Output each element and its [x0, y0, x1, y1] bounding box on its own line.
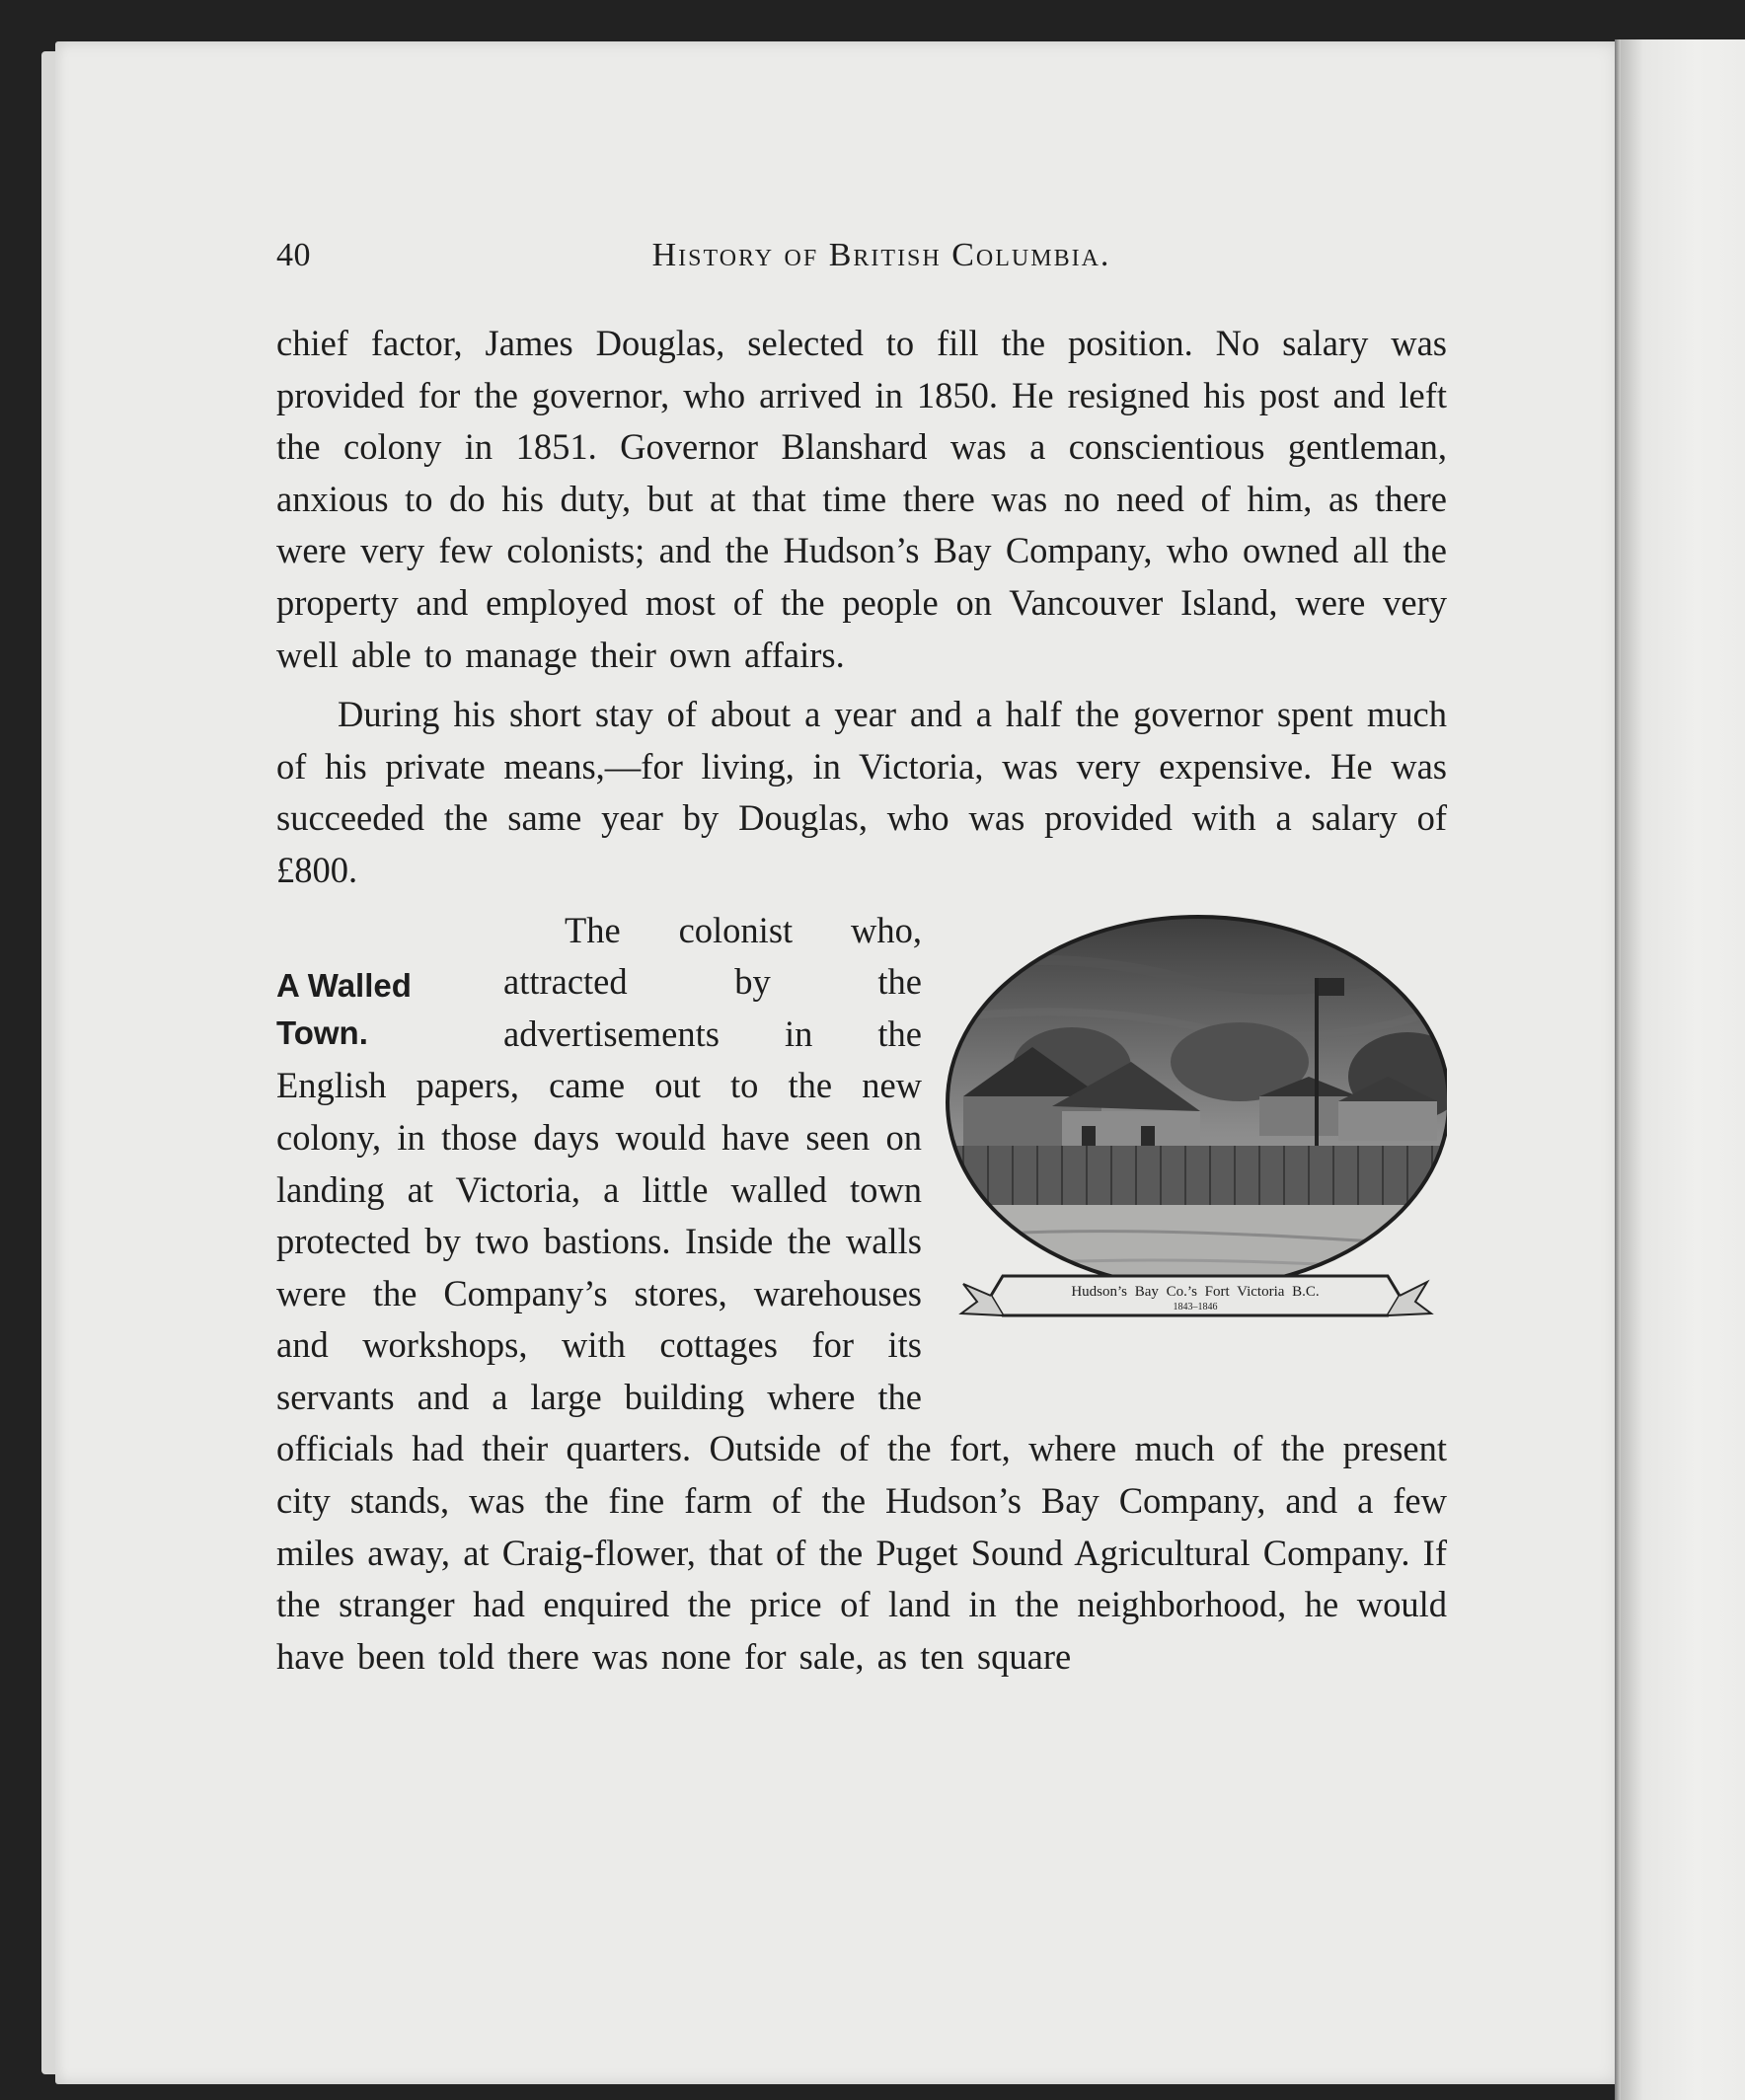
paragraph-3: The colonist who, attracted by the advertisements in the English papers, came out to the new colony, in those days would have seen on landing at Victoria, a little walled town protected by two bastions. Inside the walls were the Company’s stores, warehouses and workshops, with cottages for its servants and a large building where the officials had their quarters. Outside of the fort, where much of the present city stands, was the fine farm of the Hudson’s Bay Company, and a few miles away, at Craig-flower, that of the Puget Sound Agricultural Company. If the stranger had enquired the price of land in the neighborhood, he would have been told there was none for sale, as ten square	[276, 909, 1447, 1677]
margin-sidenote: A Walled Town.	[276, 966, 412, 1051]
page-body	[276, 318, 1447, 1683]
fort-victoria-illustration	[944, 909, 1447, 1369]
page-number: 40	[276, 237, 311, 273]
running-title: History of British Columbia.	[651, 237, 1111, 273]
fort-engraving-svg	[944, 909, 1447, 1369]
paragraph-1: chief factor, James Douglas, selected to fill the position. No salary was provided for the governor, who arrived in 1850. He resigned his post and left the colony in 1851. Governor Blanshard was a conscientious gentleman, anxious to do his duty, but at that time there was no need of him, as there were very few colonists; and the Hudson’s Bay Company, who owned all the property and employed most of the people on Vancouver Island, were very well able to manage their own affairs.	[276, 323, 1447, 675]
figure-caption: Hudson’s Bay Co.’s Fort Victoria B.C.	[1071, 1283, 1320, 1300]
paragraph-2: During his short stay of about a year and a half the governor spent much of his private means,—for living, in Victoria, was very expensive. He was succeeded the same year by Douglas, who was provided with a salary of £800.	[276, 694, 1447, 890]
figure-caption-dates: 1843–1846	[1173, 1301, 1218, 1312]
facing-page-edge	[1621, 39, 1745, 2100]
